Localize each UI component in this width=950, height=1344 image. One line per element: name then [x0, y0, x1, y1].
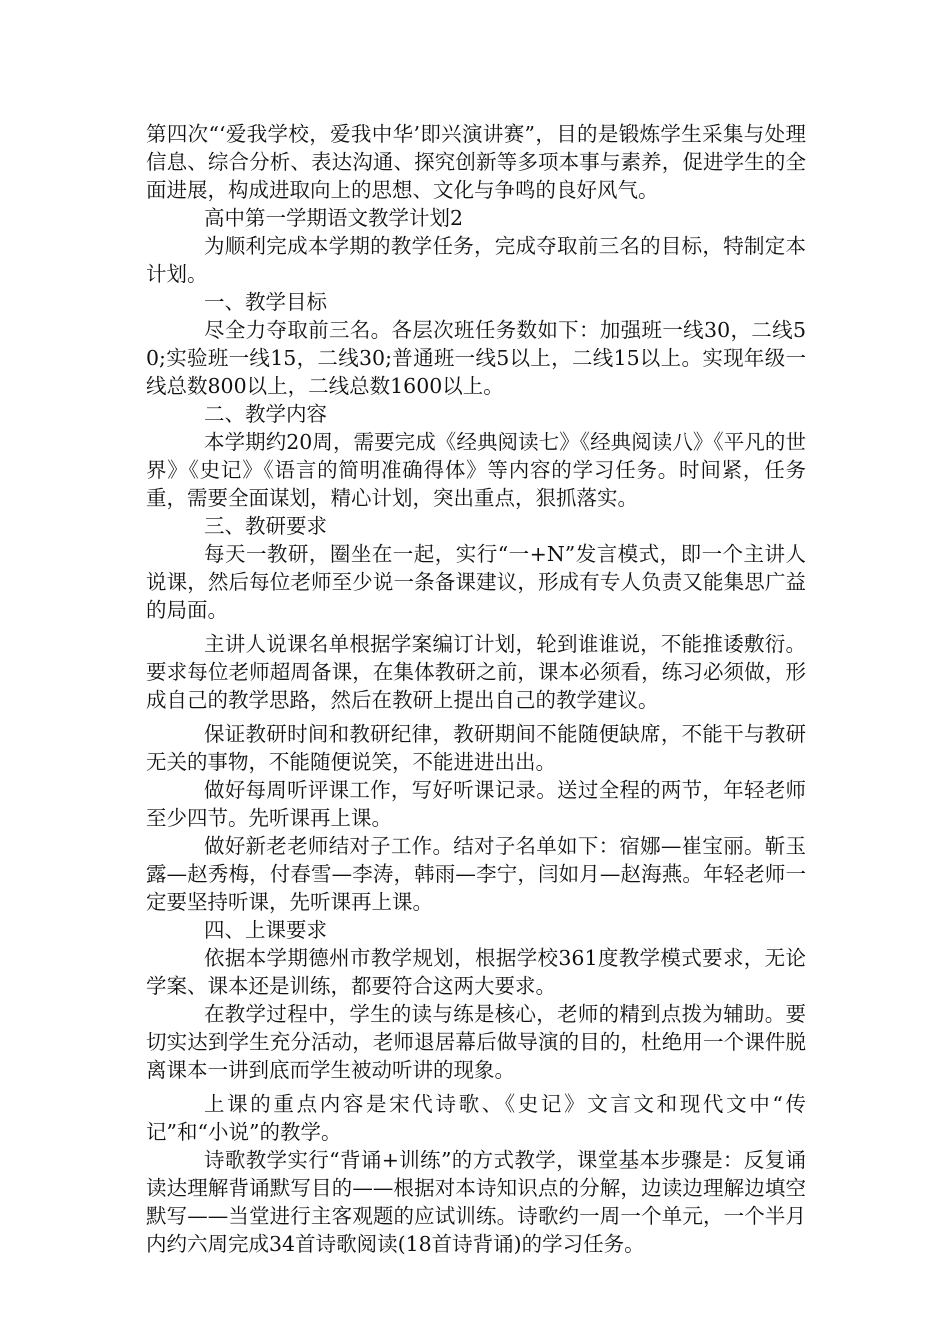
document-title: 高中第一学期语文教学计划2 [204, 206, 464, 230]
section-heading-content: 二、教学内容 [204, 402, 327, 426]
paragraph-intro: 第四次“‘爱我学校，爱我中华’即兴演讲赛”，目的是锻炼学生采集与处理信息、综合分析、表达沟通、探究创新等多项本事与素养，促进学生的全面进展，构成进取向上的思想、文化与争鸣的良好风气。 [146, 122, 806, 202]
section-heading-class: 四、上课要求 [204, 918, 327, 942]
paragraph-research-2: 主讲人说课名单根据学案编订计划，轮到谁谁说，不能推诿敷衍。要求每位老师超周备课，在集体教研之前，课本必须看，练习必须做，形成自己的教学思路，然后在教研上提出自己的教学建议。 [146, 632, 806, 712]
paragraph-content: 本学期约20周，需要完成《经典阅读七》《经典阅读八》《平凡的世界》《史记》《语言的简明准确得体》等内容的学习任务。时间紧，任务重，需要全面谋划，精心计划，突出重点，狠抓落实。 [146, 430, 806, 510]
paragraph-class-4: 诗歌教学实行“背诵+训练”的方式教学，课堂基本步骤是：反复诵读达理解背诵默写目的——根据对本诗知识点的分解，边读边理解边填空默写——当堂进行主客观题的应试训练。诗歌约一周一个单元，一个半月内约六周完成34首诗歌阅读(18首诗背诵)的学习任务。 [146, 1148, 806, 1256]
paragraph-research-3: 保证教研时间和教研纪律，教研期间不能随便缺席，不能干与教研无关的事物，不能随便说笑，不能进进出出。 [146, 722, 806, 774]
document-page [146, 120, 806, 1258]
section-heading-goals: 一、教学目标 [204, 290, 327, 314]
paragraph-class-2: 在教学过程中，学生的读与练是核心，老师的精到点拨为辅助。要切实达到学生充分活动，老师退居幕后做导演的目的，杜绝用一个课件脱离课本一讲到底而学生被动听讲的现象。 [146, 1002, 806, 1082]
paragraph-research-1: 每天一教研，圈坐在一起，实行“一+N”发言模式，即一个主讲人说课，然后每位老师至少说一条备课建议，形成有专人负责又能集思广益的局面。 [146, 542, 806, 622]
paragraph-goals: 尽全力夺取前三名。各层次班任务数如下：加强班一线30，二线50;实验班一线15，二线30;普通班一线5以上，二线15以上。实现年级一线总数800以上，二线总数1600以上。 [146, 318, 806, 398]
paragraph-class-3: 上课的重点内容是宋代诗歌、《史记》文言文和现代文中“传记”和“小说”的教学。 [146, 1092, 806, 1144]
paragraph-class-1: 依据本学期德州市教学规划，根据学校361度教学模式要求，无论学案、课本还是训练，都要符合这两大要求。 [146, 946, 806, 998]
paragraph-purpose: 为顺利完成本学期的教学任务，完成夺取前三名的目标，特制定本计划。 [146, 234, 806, 286]
paragraph-research-5: 做好新老老师结对子工作。结对子名单如下：宿娜—崔宝丽。靳玉露—赵秀梅，付春雪—李涛，韩雨—李宁，闫如月—赵海燕。年轻老师一定要坚持听课，先听课再上课。 [146, 834, 806, 914]
paragraph-research-4: 做好每周听评课工作，写好听课记录。送过全程的两节，年轻老师至少四节。先听课再上课。 [146, 778, 806, 830]
section-heading-research: 三、教研要求 [204, 514, 327, 538]
